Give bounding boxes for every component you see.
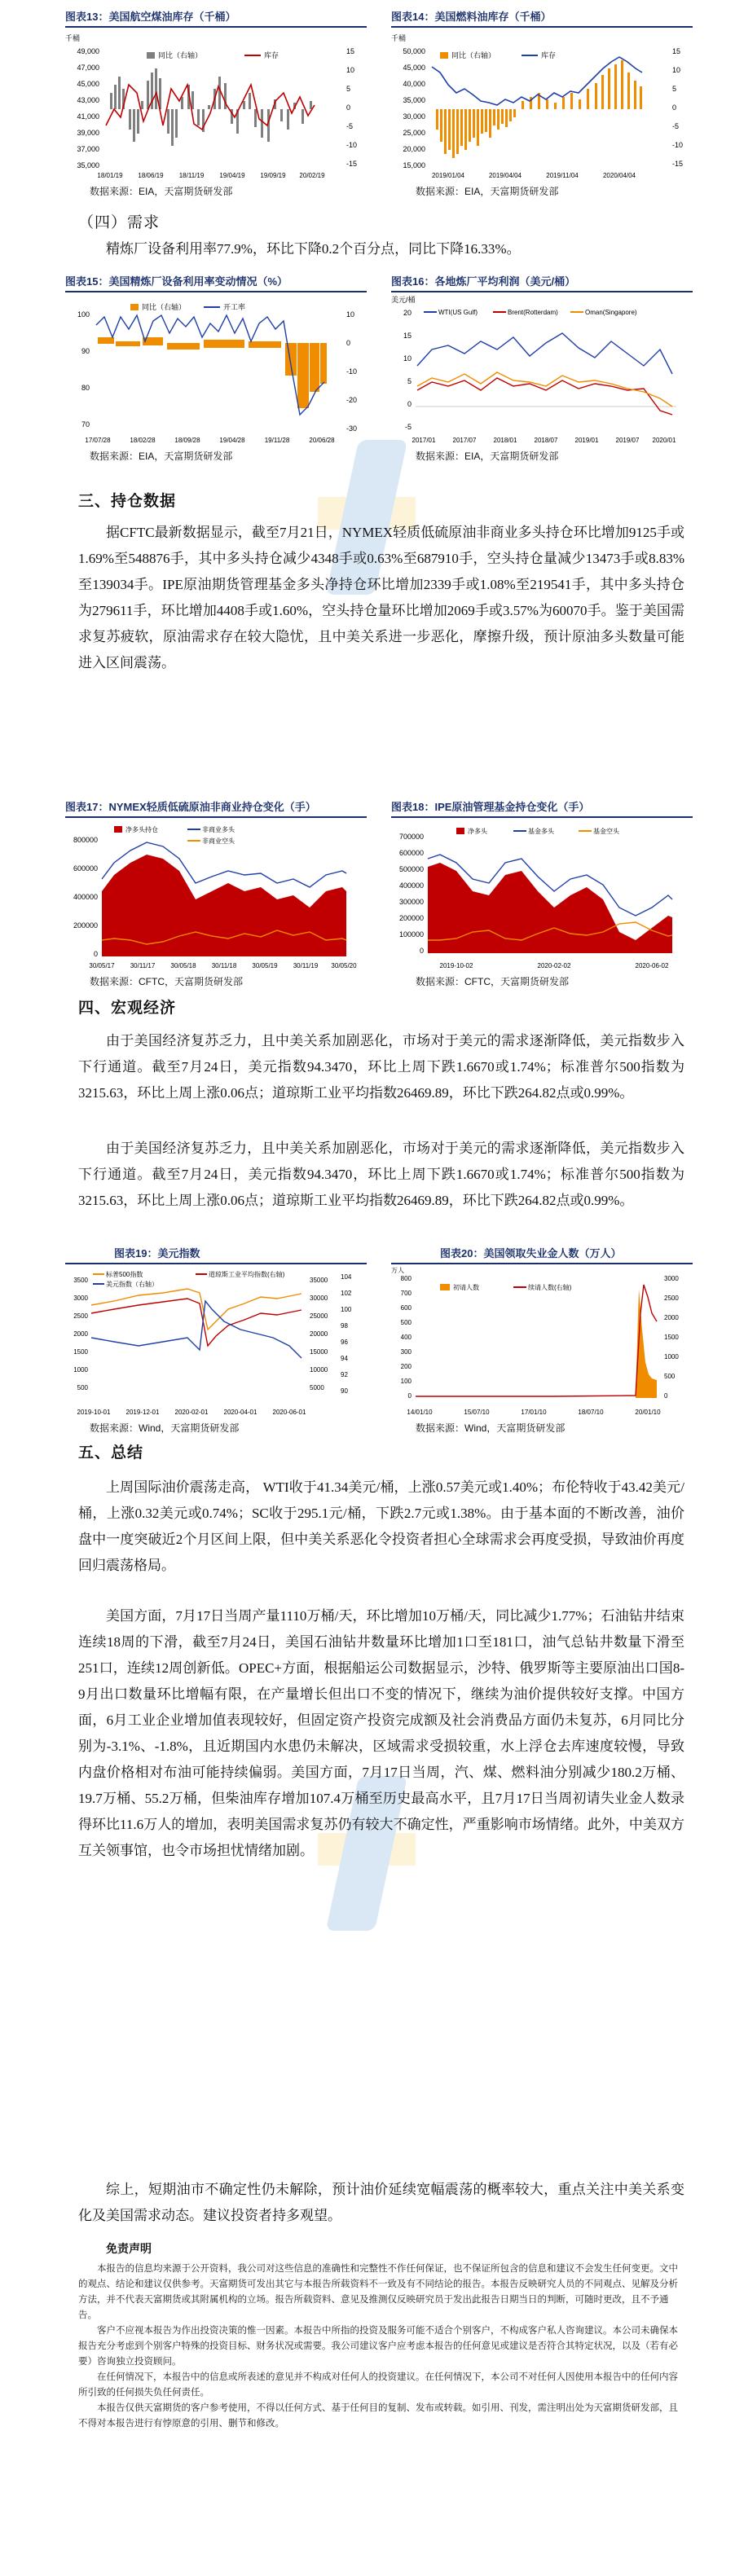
svg-text:2500: 2500 <box>664 1295 679 1302</box>
svg-text:-10: -10 <box>672 141 684 149</box>
section-positions-heading: 三、持仓数据 <box>78 493 177 510</box>
summary-paragraph-3: 综上，短期油市不确定性仍未解除，预计油价延续宽幅震荡的概率较大，重点关注中美关系变化及美国需求动态。建议投资者持多观望。 <box>78 2182 684 2223</box>
svg-text:49,000: 49,000 <box>77 47 99 55</box>
brent-line <box>417 378 672 415</box>
svg-text:20/01/10: 20/01/10 <box>635 1409 661 1416</box>
continuing-claims-line <box>416 1285 657 1396</box>
svg-text:400: 400 <box>400 1334 412 1341</box>
x-ticks <box>432 172 636 179</box>
svg-text:96: 96 <box>341 1339 348 1346</box>
svg-text:500000: 500000 <box>398 865 424 873</box>
svg-text:30/11/17: 30/11/17 <box>130 962 156 969</box>
y-left-ticks <box>403 47 425 169</box>
chart-row-19-20 <box>65 1245 717 1432</box>
svg-text:10: 10 <box>346 66 355 74</box>
chart-source: 数据来源：Wind，天富期货研发部 <box>416 1422 566 1434</box>
legend-continuing: 续请人数(右轴) <box>528 1284 572 1291</box>
svg-text:500: 500 <box>77 1384 88 1391</box>
svg-text:30/11/19: 30/11/19 <box>293 962 319 969</box>
svg-text:30/05/19: 30/05/19 <box>252 962 278 969</box>
legend-oman: Oman(Singapore) <box>585 309 637 316</box>
x-ticks <box>97 172 325 179</box>
y-left-ticks <box>403 309 412 431</box>
y-left-ticks <box>399 833 424 955</box>
svg-text:2019-12-01: 2019-12-01 <box>125 1409 160 1416</box>
svg-text:-5: -5 <box>346 122 354 130</box>
svg-text:-10: -10 <box>346 367 358 376</box>
legend-yoy: 同比（右轴） <box>451 51 496 59</box>
chart-source: 数据来源：CFTC，天富期货研发部 <box>90 976 243 987</box>
svg-text:17/01/10: 17/01/10 <box>521 1409 547 1416</box>
margins-chart-svg <box>391 292 693 447</box>
svg-text:0: 0 <box>419 947 424 955</box>
svg-text:0: 0 <box>346 339 351 347</box>
svg-text:2019/11/04: 2019/11/04 <box>546 172 579 179</box>
svg-text:19/04/19: 19/04/19 <box>219 172 245 179</box>
svg-text:15: 15 <box>403 332 412 340</box>
svg-text:104: 104 <box>341 1273 352 1281</box>
disclaimer-paragraph: 在任何情况下，本报告中的信息或所表述的意见并不构成对任何人的投资建议。在任何情况下，本公司不对任何人因使用本报告中的任何内容所引致的任何损失负任何责任。 <box>78 2372 678 2398</box>
svg-text:40,000: 40,000 <box>403 80 425 88</box>
chart-source: 数据来源：EIA，天富期货研发部 <box>416 451 559 462</box>
svg-text:43,000: 43,000 <box>77 96 99 104</box>
x-ticks <box>77 1409 306 1416</box>
chart-refinery-margins <box>391 273 693 460</box>
chart-fuel-oil-stock <box>391 8 693 196</box>
legend-yoy: 同比（右轴） <box>158 51 203 59</box>
sp500-line <box>91 1289 301 1330</box>
svg-text:10: 10 <box>346 310 355 319</box>
svg-text:0: 0 <box>407 1392 412 1400</box>
svg-text:200: 200 <box>400 1363 412 1370</box>
y-right-ticks <box>672 47 683 168</box>
svg-text:70: 70 <box>81 420 90 429</box>
svg-text:19/04/28: 19/04/28 <box>219 437 245 444</box>
positions-paragraph: 据CFTC最新数据显示，截至7月21日，NYMEX轻质低硫原油非商业多头持仓环比增加9125手或1.69%至548876手，其中多头持仓减少4348手或0.63%至687910手，空头持仓量减少13473手或8.83%至139034手。IPE原油期货管理基金多头净持仓环比增加2339手或1.08%至219541手，其中多头持仓为279611手，环比增加4408手或1.60%，空头持仓量环比增加2069手或3.57%为60070手。鉴于美国需求复苏疲软，原油需求存在较大隐忧，且中美关系进一步恶化，摩擦升级，预计原油多头数量可能进入区间震荡。 <box>78 525 684 670</box>
svg-text:18/07/10: 18/07/10 <box>578 1409 604 1416</box>
svg-text:30/05/20: 30/05/20 <box>331 962 357 969</box>
chart-title: 图表17：NYMEX轻质低硫原油非商业持仓变化（手） <box>65 798 367 818</box>
svg-text:2019-10-01: 2019-10-01 <box>77 1409 111 1416</box>
svg-text:37,000: 37,000 <box>77 145 99 153</box>
svg-text:20: 20 <box>403 309 412 317</box>
svg-text:800: 800 <box>400 1275 412 1282</box>
x-ticks <box>412 437 676 444</box>
svg-text:-20: -20 <box>346 396 358 404</box>
summary-paragraph-1: 上周国际油价震荡走高， WTI收于41.34美元/桶，上涨0.57美元或1.40%；布伦特收于43.42美元/桶，上涨0.32美元或0.74%；SC收于295.1元/桶，下跌2.7元或1.38%。由于基本面的不断改善，油价盘中一度突破近2个月区间上限，但中美关系恶化令投资者担心全球需求会再度受损，导致油价再度回归震荡格局。 <box>78 1479 684 1573</box>
svg-text:2500: 2500 <box>73 1312 88 1320</box>
svg-text:15: 15 <box>346 47 355 55</box>
legend-net-long: 净多头持仓 <box>125 826 158 833</box>
svg-text:25000: 25000 <box>310 1312 328 1320</box>
svg-text:17/07/28: 17/07/28 <box>85 437 111 444</box>
svg-text:20/02/19: 20/02/19 <box>299 172 325 179</box>
svg-text:700: 700 <box>400 1290 412 1297</box>
svg-text:50,000: 50,000 <box>403 47 425 55</box>
svg-text:35000: 35000 <box>310 1277 328 1284</box>
svg-text:18/02/28: 18/02/28 <box>130 437 156 444</box>
svg-text:2019/04/04: 2019/04/04 <box>488 172 522 179</box>
svg-text:-30: -30 <box>346 424 358 433</box>
svg-text:5000: 5000 <box>310 1384 324 1391</box>
svg-text:90: 90 <box>81 347 90 355</box>
svg-text:5: 5 <box>672 85 677 93</box>
chart-title: 图表18：IPE原油管理基金持仓变化（手） <box>391 798 693 818</box>
disclaimer-paragraph: 本报告仅供天富期货的客户参考使用，不得以任何方式、基于任何目的复制、发布或转载。如引用、刊发，需注明出处为天富期货研发部，且不得对本报告进行有悖原意的引用、删节和修改。 <box>78 2403 678 2429</box>
y-right2-ticks <box>341 1273 352 1395</box>
svg-text:2019/01/04: 2019/01/04 <box>431 172 465 179</box>
summary-paragraph-2: 美国方面，7月17日当周产量1110万桶/天，环比增加10万桶/天，同比减少1.77%；石油钻井结束连续18周的下滑，截至7月24日，美国石油钻井数量环比增加1口至181口，油气总钻井数量下滑至251口，连续12周创新低。OPEC+方面，根据船运公司数据显示，沙特、俄罗斯等主要原油出口国8-9月出口数量环比增幅有限，在产量增长但出口不变的情况下，继续为油价提供较好支撑。中国方面，6月工业企业增加值表现较好，但固定资产投资完成额及社会消费品方面仍未复苏，6月同比分别为-3.1%、-1.8%，且近期国内水患仍未解决，区域需求受损较重，水上浮仓去库速度较慢，导致内盘价格相对布油可能持续偏弱。美国方面，7月17日当周，汽、煤、燃料油分别减少180.2万桶、19.7万桶、55.2万桶，但柴油库存增加107.4万桶至历史最高水平，且7月17日当周初请失业金人数录得环比11.6万人的增加，表明美国需求复苏仍有较大不确定性，严重影响市场情绪。此外，中美双方互关领事馆，也令市场担忧情绪加剧。 <box>78 1608 684 1858</box>
svg-text:30/05/17: 30/05/17 <box>89 962 115 969</box>
disclaimer-title: 免责声明 <box>106 2244 152 2256</box>
disclaimer-paragraph: 本报告的信息均来源于公开资料，我公司对这些信息的准确性和完整性不作任何保证，也不保证所包含的信息和建议不会发生任何变更。文中的观点、结论和建议仅供参考。天富期货可发出其它与本报告所载资料不一致及有不同结论的报告。本报告反映研究人员的不同观点、见解及分析方法，并不代表天富期货或其附属机构的立场。报告所载资料、意见及推测仅反映研究员于发出此报告日期当日的判断，可随时更改，且不予通告。 <box>78 2264 678 2320</box>
x-ticks <box>85 437 335 444</box>
svg-text:15: 15 <box>672 47 681 55</box>
section-summary-heading: 五、总结 <box>78 1444 144 1462</box>
ipe-chart-svg <box>391 818 693 973</box>
svg-text:2020-06-02: 2020-06-02 <box>635 962 669 969</box>
svg-text:19/09/19: 19/09/19 <box>260 172 286 179</box>
svg-text:600000: 600000 <box>398 849 424 857</box>
svg-text:92: 92 <box>341 1371 348 1378</box>
legend-stock: 库存 <box>264 51 279 59</box>
legend-net-long: 净多头 <box>468 828 487 835</box>
chart-row-15-16 <box>65 273 717 460</box>
svg-text:18/01/19: 18/01/19 <box>97 172 123 179</box>
stock-line <box>432 57 642 105</box>
svg-text:90: 90 <box>341 1387 348 1395</box>
svg-text:2020/04/04: 2020/04/04 <box>602 172 636 179</box>
svg-text:500: 500 <box>400 1319 412 1326</box>
svg-text:18/09/28: 18/09/28 <box>174 437 200 444</box>
chart-jobless-claims <box>391 1245 693 1432</box>
svg-text:94: 94 <box>341 1355 348 1362</box>
chart-title: 图表14：美国燃料油库存（千桶） <box>391 8 693 28</box>
legend-brent: Brent(Rotterdam) <box>508 309 558 316</box>
nymex-chart-svg <box>65 818 367 973</box>
svg-text:20,000: 20,000 <box>403 145 425 153</box>
svg-text:102: 102 <box>341 1290 352 1297</box>
svg-text:-5: -5 <box>672 122 680 130</box>
chart-source: 数据来源：CFTC，天富期货研发部 <box>416 976 569 987</box>
chart-row-17-18 <box>65 798 717 986</box>
svg-text:100: 100 <box>77 310 90 319</box>
svg-text:100: 100 <box>341 1306 352 1313</box>
section-macro-heading: 四、宏观经济 <box>78 1000 177 1017</box>
legend-wti: WTI(US Gulf) <box>438 309 478 316</box>
svg-text:2019/07: 2019/07 <box>615 437 640 444</box>
jobless-chart-svg <box>391 1264 693 1419</box>
svg-text:15,000: 15,000 <box>403 161 425 169</box>
chart-nymex-positions <box>65 798 367 986</box>
svg-text:18/11/19: 18/11/19 <box>178 172 205 179</box>
legend-utilization: 开工率 <box>223 303 246 311</box>
svg-text:400000: 400000 <box>73 893 98 901</box>
svg-text:30,000: 30,000 <box>403 112 425 121</box>
svg-text:-5: -5 <box>404 423 412 431</box>
svg-text:300: 300 <box>400 1348 412 1356</box>
chart-source: 数据来源：EIA，天富期货研发部 <box>90 451 233 462</box>
chart-source: 数据来源：EIA，天富期货研发部 <box>416 186 559 197</box>
chart-source: 数据来源：EIA，天富期货研发部 <box>90 186 233 197</box>
section-demand-heading: （四）需求 <box>78 214 161 231</box>
net-long-area <box>428 863 672 953</box>
svg-text:2020/01: 2020/01 <box>652 437 676 444</box>
y-left-ticks <box>73 836 98 958</box>
yoy-bars <box>436 60 642 158</box>
chart-refinery-utilization <box>65 273 367 460</box>
legend-sp500: 标普500指数 <box>106 1271 143 1278</box>
svg-text:2017/07: 2017/07 <box>452 437 477 444</box>
svg-text:0: 0 <box>407 400 412 408</box>
y-right-ticks <box>346 310 357 433</box>
svg-text:20000: 20000 <box>310 1330 328 1338</box>
svg-text:47,000: 47,000 <box>77 64 99 72</box>
chart-title: 图表13：美国航空煤油库存（千桶） <box>65 8 367 28</box>
disclaimer-text <box>78 2262 686 2432</box>
svg-text:2020-02-02: 2020-02-02 <box>537 962 571 969</box>
svg-text:0: 0 <box>346 103 351 112</box>
svg-text:2019/01: 2019/01 <box>574 437 599 444</box>
svg-text:10: 10 <box>403 354 412 363</box>
svg-text:5: 5 <box>407 377 412 385</box>
svg-text:25,000: 25,000 <box>403 129 425 137</box>
svg-text:15000: 15000 <box>310 1348 328 1356</box>
svg-text:300000: 300000 <box>398 898 424 906</box>
svg-text:20/06/28: 20/06/28 <box>309 437 335 444</box>
y-right-ticks <box>346 47 357 168</box>
svg-text:45,000: 45,000 <box>77 80 99 88</box>
jet-fuel-chart-svg <box>65 28 367 182</box>
svg-text:200000: 200000 <box>73 921 98 930</box>
unit-label: 千桶 <box>65 34 81 42</box>
svg-text:2018/07: 2018/07 <box>534 437 558 444</box>
legend-usd: 美元指数（右轴） <box>106 1281 158 1288</box>
chart-title: 图表19：美元指数 <box>65 1245 367 1264</box>
svg-text:3000: 3000 <box>664 1275 679 1282</box>
svg-text:2020-02-01: 2020-02-01 <box>174 1409 209 1416</box>
svg-text:2017/01: 2017/01 <box>412 437 436 444</box>
svg-text:19/11/28: 19/11/28 <box>264 437 290 444</box>
svg-text:35,000: 35,000 <box>77 161 99 169</box>
svg-text:600000: 600000 <box>73 864 98 873</box>
unit-label: 千桶 <box>391 34 407 42</box>
chart-title: 图表16：各地炼厂平均利润（美元/桶） <box>391 273 693 292</box>
chart-jet-fuel-stock <box>65 8 367 196</box>
chart-title: 图表15：美国精炼厂设备利用率变动情况（%） <box>65 273 367 292</box>
legend-dow: 道琼斯工业平均指数(右轴) <box>209 1271 285 1278</box>
svg-text:30000: 30000 <box>310 1295 328 1302</box>
svg-text:0: 0 <box>664 1392 668 1400</box>
svg-text:100: 100 <box>400 1378 412 1385</box>
initial-claims-area <box>416 1289 657 1398</box>
svg-text:1500: 1500 <box>73 1348 88 1356</box>
svg-text:600: 600 <box>400 1304 412 1312</box>
svg-text:-10: -10 <box>346 141 358 149</box>
y-left-ticks <box>77 47 99 169</box>
svg-text:18/06/19: 18/06/19 <box>138 172 164 179</box>
svg-text:41,000: 41,000 <box>77 112 99 121</box>
x-ticks <box>89 962 357 969</box>
fuel-oil-chart-svg <box>391 28 693 182</box>
svg-text:80: 80 <box>81 384 90 392</box>
usd-line <box>91 1301 301 1358</box>
refinery-chart-svg <box>65 292 367 447</box>
unit-label: 万人 <box>391 1267 404 1274</box>
svg-text:14/01/10: 14/01/10 <box>407 1409 433 1416</box>
svg-text:1000: 1000 <box>73 1366 88 1374</box>
legend-short: 非商业空头 <box>202 837 235 845</box>
svg-text:200000: 200000 <box>398 914 424 922</box>
svg-text:1000: 1000 <box>664 1353 679 1361</box>
usd-chart-svg <box>65 1264 367 1419</box>
svg-text:45,000: 45,000 <box>403 64 425 72</box>
svg-text:0: 0 <box>672 103 677 112</box>
svg-text:0: 0 <box>93 950 98 958</box>
svg-text:10000: 10000 <box>310 1366 328 1374</box>
svg-text:5: 5 <box>346 85 351 93</box>
legend-stock: 库存 <box>541 51 557 59</box>
y-right-ticks <box>664 1275 679 1400</box>
svg-text:700000: 700000 <box>398 833 424 841</box>
macro-paragraph-2: 由于美国经济复苏乏力，且中美关系加剧恶化，市场对于美元的需求逐渐降低，美元指数步入下行通道。截至7月24日，美元指数94.3470，环比上周下跌1.6670或1.74%；标准普尔500指数为3215.63，环比上周上涨0.06点；道琼斯工业平均指数26469.89，环比下跌264.82点或0.99%。 <box>78 1141 684 1208</box>
x-ticks <box>440 962 669 969</box>
svg-text:3000: 3000 <box>73 1295 88 1302</box>
legend-yoy: 同比（右轴） <box>142 303 187 311</box>
svg-text:15/07/10: 15/07/10 <box>464 1409 490 1416</box>
macro-paragraph-1: 由于美国经济复苏乏力，且中美关系加剧恶化，市场对于美元的需求逐渐降低，美元指数步入下行通道。截至7月24日，美元指数94.3470，环比上周下跌1.6670或1.74%；标准普尔500指数为3215.63，环比上周上涨0.06点；道琼斯工业平均指数26469.89，环比下跌264.82点或0.99%。 <box>78 1033 684 1101</box>
svg-text:2020-04-01: 2020-04-01 <box>223 1409 257 1416</box>
svg-text:-15: -15 <box>672 160 684 168</box>
svg-text:-15: -15 <box>346 160 358 168</box>
svg-text:1500: 1500 <box>664 1334 679 1341</box>
svg-text:500: 500 <box>664 1373 676 1380</box>
legend-long: 非商业多头 <box>202 826 235 833</box>
chart-usd-index <box>65 1245 367 1432</box>
svg-text:2000: 2000 <box>664 1314 679 1321</box>
svg-text:400000: 400000 <box>398 881 424 890</box>
y-left-ticks <box>73 1277 88 1391</box>
svg-text:2019-10-02: 2019-10-02 <box>439 962 473 969</box>
y-right-ticks <box>310 1277 328 1391</box>
svg-text:30/05/18: 30/05/18 <box>170 962 196 969</box>
chart-ipe-positions <box>391 798 693 986</box>
x-ticks <box>407 1409 661 1416</box>
unit-label: 美元/桶 <box>391 296 416 304</box>
svg-text:30/11/18: 30/11/18 <box>211 962 237 969</box>
svg-text:3500: 3500 <box>73 1277 88 1284</box>
wti-line <box>417 333 672 374</box>
chart-source: 数据来源：Wind，天富期货研发部 <box>90 1422 240 1434</box>
legend-long: 基金多头 <box>528 828 554 835</box>
chart-row-13-14 <box>65 8 717 196</box>
svg-text:2020-06-01: 2020-06-01 <box>272 1409 306 1416</box>
svg-text:35,000: 35,000 <box>403 96 425 104</box>
dow-line <box>91 1299 301 1346</box>
demand-paragraph: 精炼厂设备利用率77.9%，环比下降0.2个百分点，同比下降16.33%。 <box>106 241 521 257</box>
svg-text:2018/01: 2018/01 <box>493 437 517 444</box>
svg-text:100000: 100000 <box>398 930 424 939</box>
legend-short: 基金空头 <box>593 828 619 835</box>
svg-text:800000: 800000 <box>73 836 98 844</box>
y-left-ticks <box>401 1275 412 1400</box>
svg-text:39,000: 39,000 <box>77 129 99 137</box>
disclaimer-paragraph: 客户不应视本报告为作出投资决策的惟一因素。本报告中所指的投资及服务可能不适合个别客户，不构成客户私人咨询建议。本公司未确保本报告充分考虑到个别客户特殊的投资目标、财务状况或需要。我公司建议客户应考虑本报告的任何意见或建议是否符合其特定状况，以及（若有必要）咨询独立投资顾问。 <box>78 2326 678 2367</box>
chart-title: 图表20：美国领取失业金人数（万人） <box>391 1245 693 1264</box>
svg-text:98: 98 <box>341 1322 348 1330</box>
legend-initial: 初请人数 <box>453 1284 479 1291</box>
svg-text:10: 10 <box>672 66 681 74</box>
net-long-area <box>102 855 346 956</box>
y-left-ticks <box>77 310 90 429</box>
svg-text:2000: 2000 <box>73 1330 88 1338</box>
